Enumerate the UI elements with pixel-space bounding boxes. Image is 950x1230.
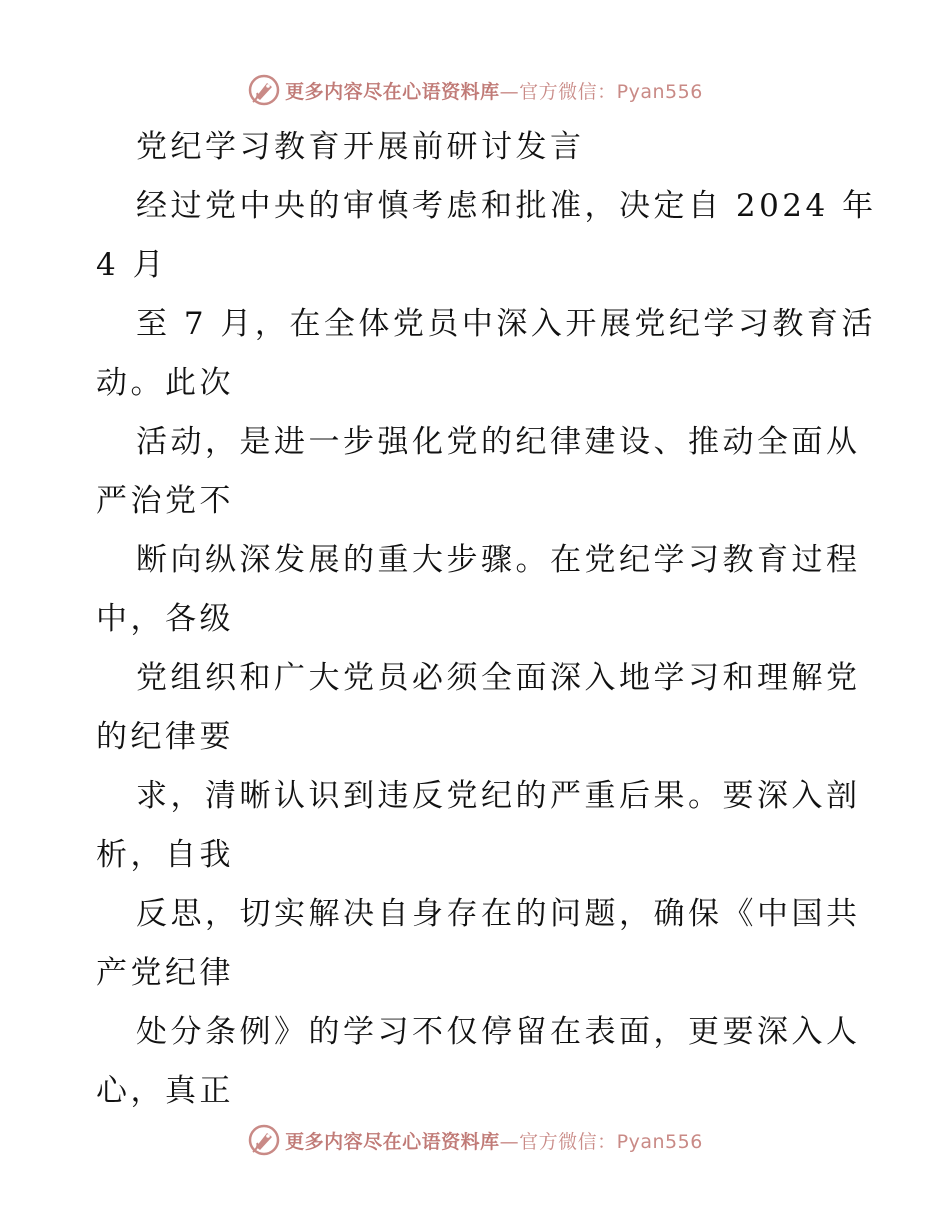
watermark-brand: 更多内容尽在心语资料库 (285, 1130, 500, 1153)
text-line: 党组织和广大党员必须全面深入地学习和理解党 (136, 660, 861, 696)
watermark-text (285, 77, 703, 104)
header-watermark (0, 70, 950, 110)
document-body (96, 118, 877, 1121)
text-line: 反思，切实解决自身存在的问题，确保《中国共 (136, 896, 861, 932)
watermark-separator: — (499, 1130, 520, 1153)
text-line: 求，清晰认识到违反党纪的严重后果。要深入剖 (136, 778, 861, 814)
text-line: 经过党中央的审慎考虑和批准，决定自 2024 年 (136, 188, 877, 224)
watermark-separator: — (499, 80, 520, 103)
footer-watermark (0, 1120, 950, 1160)
text-line: 析，自我 (96, 837, 234, 873)
text-line: 严治党不 (96, 483, 234, 519)
text-line: 活动，是进一步强化党的纪律建设、推动全面从 (136, 424, 861, 460)
watermark-text (285, 1127, 703, 1154)
text-line: 至 7 月，在全体党员中深入开展党纪学习教育活 (136, 306, 876, 342)
pen-nib-seal-icon (247, 73, 281, 107)
text-line: 心，真正 (96, 1073, 234, 1109)
watermark-brand: 更多内容尽在心语资料库 (285, 80, 500, 103)
text-line: 产党纪律 (96, 955, 234, 991)
text-line: 中，各级 (96, 601, 234, 637)
watermark-wechat: 官方微信：Pyan556 (519, 80, 703, 103)
text-line: 断向纵深发展的重大步骤。在党纪学习教育过程 (136, 542, 861, 578)
document-title: 党纪学习教育开展前研讨发言 (136, 129, 585, 165)
text-line: 4 月 (96, 247, 168, 283)
watermark-wechat: 官方微信：Pyan556 (519, 1130, 703, 1153)
text-line: 动。此次 (96, 365, 234, 401)
text-line: 处分条例》的学习不仅停留在表面，更要深入人 (136, 1014, 861, 1050)
text-line: 的纪律要 (96, 719, 234, 755)
pen-nib-seal-icon (247, 1123, 281, 1157)
